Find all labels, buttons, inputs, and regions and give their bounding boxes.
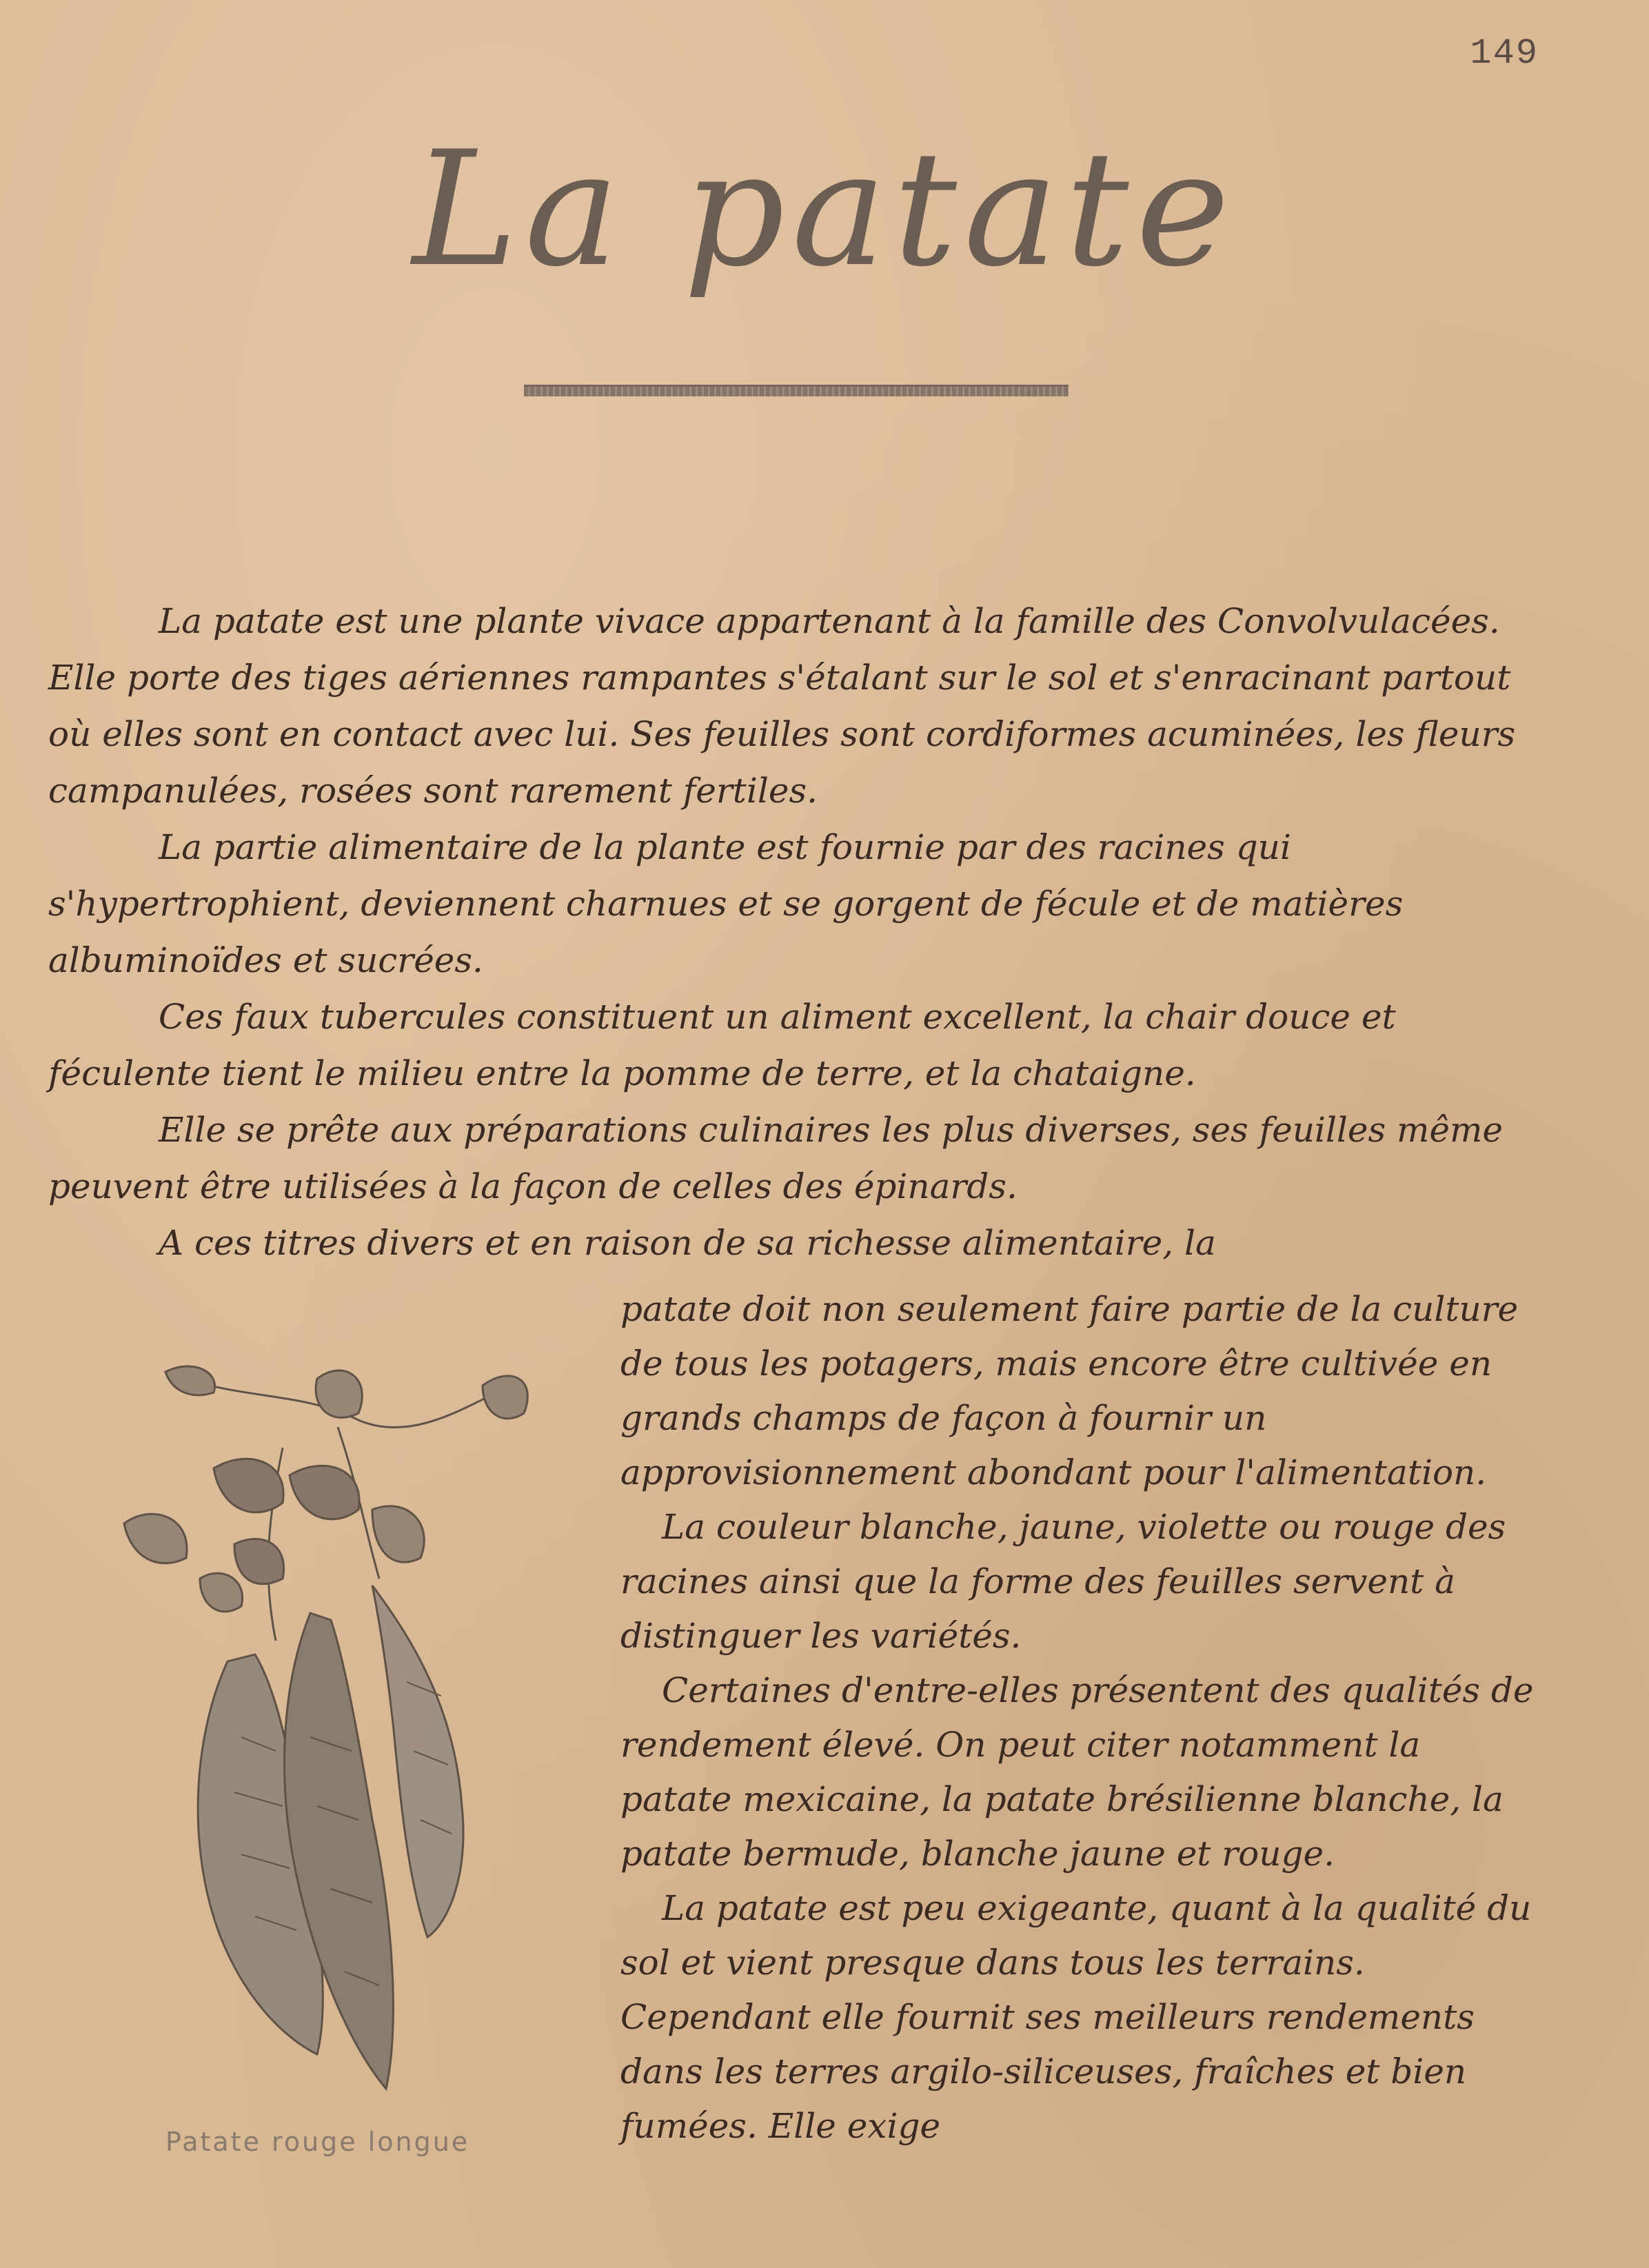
- paragraph: Certaines d'entre-elles présentent des qualités de rendement élevé. On peut citer notamment la patate mexicaine, la patate brésilienne blanche, la patate bermude, blanche jaune et rouge.: [620, 1670, 1534, 1874]
- paragraph: Elle se prête aux préparations culinaires les plus diverses, ses feuilles même peuvent être utilisées à la façon de celles des épinards.: [48, 1110, 1504, 1206]
- right-text-block: [620, 1282, 1537, 2154]
- illustration-caption: Patate rouge longue: [165, 2127, 470, 2157]
- page-title: La patate: [412, 118, 1237, 302]
- paragraph: La couleur blanche, jaune, violette ou rouge des racines ainsi que la forme des feuilles servent à distinguer les variétés.: [620, 1507, 1506, 1656]
- paragraph: La partie alimentaire de la plante est fournie par des racines qui s'hypertrophient, deviennent charnues et se gorgent de fécule et de matières albuminoïdes et sucrées.: [48, 827, 1404, 980]
- intro-text-block: [48, 593, 1551, 1271]
- page-number: 149: [1470, 33, 1539, 74]
- paragraph: La patate est une plante vivace appartenant à la famille des Convolvulacées. Elle porte des tiges aériennes rampantes s'étalant sur le sol et s'enracinant partout où elles sont en contact avec lui. Ses feuilles sont cordiformes acuminées, les fleurs campanulées, rosées sont rarement fertiles.: [48, 601, 1516, 811]
- illustration-sweet-potato: [110, 1351, 607, 2144]
- title-underline: [524, 385, 1069, 396]
- paragraph: Ces faux tubercules constituent un aliment excellent, la chair douce et féculente tient le milieu entre la pomme de terre, et la chataigne.: [48, 997, 1396, 1093]
- paragraph: La patate est peu exigeante, quant à la qualité du sol et vient presque dans tous les terrains. Cependant elle fournit ses meilleurs rendements dans les terres argilo-siliceuses, fraîches et bien fumées. Elle exige: [620, 1888, 1532, 2146]
- paragraph: A ces titres divers et en raison de sa richesse alimentaire, la: [159, 1223, 1216, 1263]
- paragraph: patate doit non seulement faire partie de la culture de tous les potagers, mais encore être cultivée en grands champs de façon à fournir un approvisionnement abondant pour l'alimentation.: [620, 1289, 1519, 1492]
